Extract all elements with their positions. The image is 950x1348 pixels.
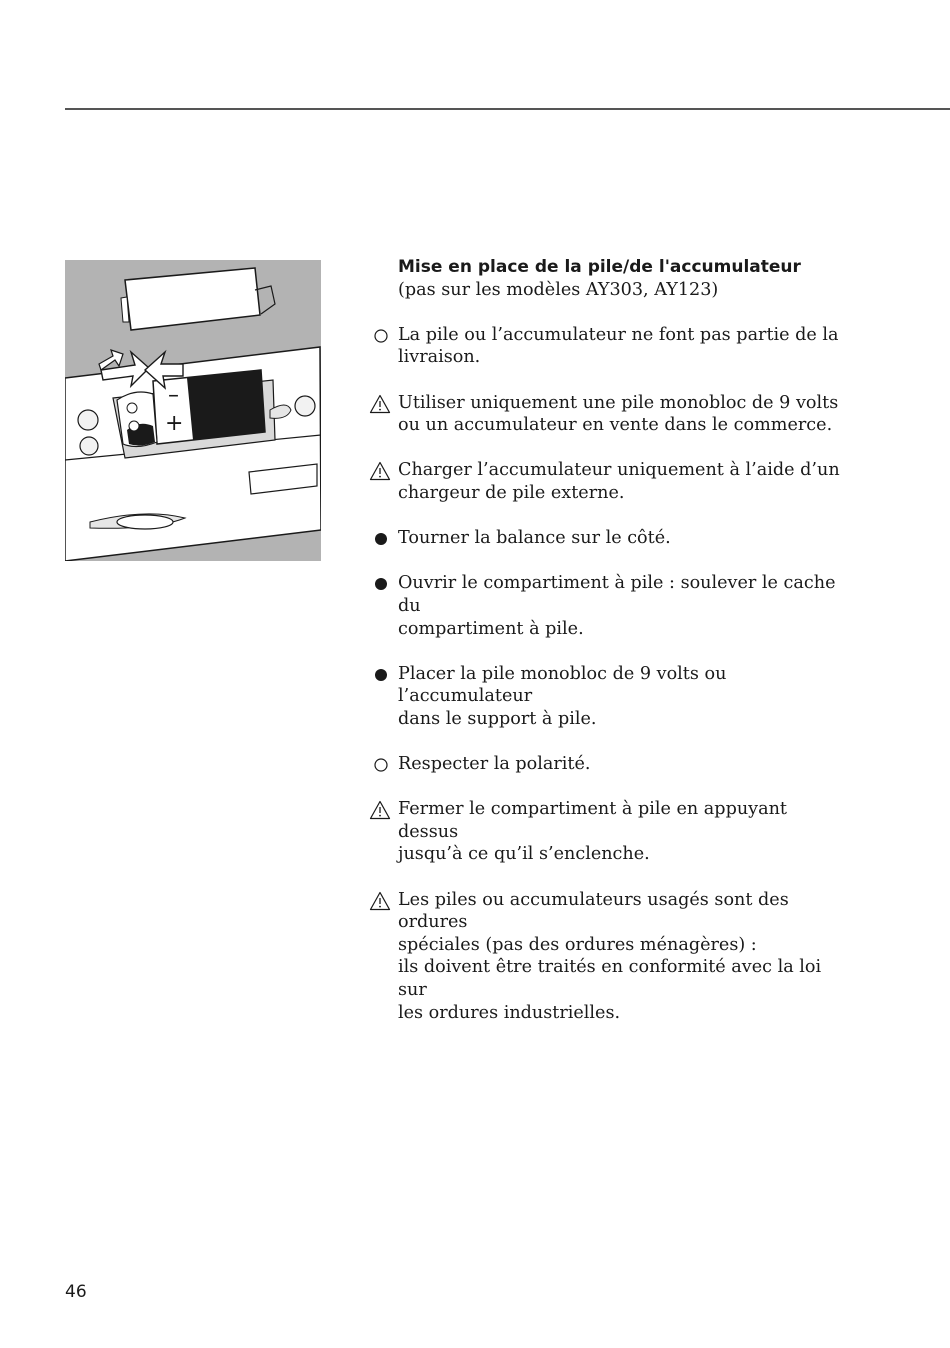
instruction-text: Les piles ou accumulateurs usagés sont des ordures spéciales (pas des ordures ménagères) : ils doivent être traités en conformité avec la loi sur les ordures industrielles.	[398, 889, 822, 1023]
minus-sign: –	[168, 383, 179, 408]
instruction-item	[373, 889, 843, 1025]
instruction-text: Ouvrir le compartiment à pile : soulever le cache du compartiment à pile.	[398, 573, 836, 639]
instruction-item	[373, 527, 843, 550]
instruction-text: La pile ou l’accumulateur ne font pas partie de la livraison.	[398, 324, 839, 368]
page-number: 46	[65, 1282, 87, 1302]
section-subtitle: (pas sur les modèles AY303, AY123)	[398, 279, 719, 300]
instruction-text: Tourner la balance sur le côté.	[398, 528, 671, 549]
instruction-text: Respecter la polarité.	[398, 754, 591, 775]
warning-triangle-icon	[369, 800, 387, 818]
open-circle-icon	[373, 327, 391, 345]
instruction-list	[373, 324, 843, 1024]
plus-sign: +	[165, 411, 184, 436]
instructions	[373, 256, 843, 1047]
instruction-text: Placer la pile monobloc de 9 volts ou l’accumulateur dans le support à pile.	[398, 663, 727, 729]
filled-circle-icon	[373, 666, 391, 684]
battery-compartment-illustration	[65, 260, 321, 561]
filled-circle-icon	[373, 575, 391, 593]
instruction-text: Utiliser uniquement une pile monobloc de 9 volts ou un accumulateur en vente dans le commerce.	[398, 392, 839, 436]
instruction-item	[373, 572, 843, 640]
filled-circle-icon	[373, 530, 391, 548]
warning-triangle-icon	[369, 461, 387, 479]
instruction-text: Charger l’accumulateur uniquement à l’aide d’un chargeur de pile externe.	[398, 460, 840, 503]
section-title: Mise en place de la pile/de l'accumulateur	[398, 257, 801, 277]
instruction-item	[373, 459, 843, 504]
top-rule	[65, 108, 950, 110]
section-heading	[373, 256, 843, 301]
instruction-item	[373, 663, 843, 731]
instruction-item	[373, 798, 843, 866]
instruction-text: Fermer le compartiment à pile en appuyant dessus jusqu’à ce qu’il s’enclenche.	[398, 799, 787, 865]
open-circle-icon	[373, 756, 391, 774]
instruction-item	[373, 392, 843, 437]
instruction-item	[373, 324, 843, 369]
instruction-item	[373, 753, 843, 776]
warning-triangle-icon	[369, 394, 387, 412]
warning-triangle-icon	[369, 891, 387, 909]
